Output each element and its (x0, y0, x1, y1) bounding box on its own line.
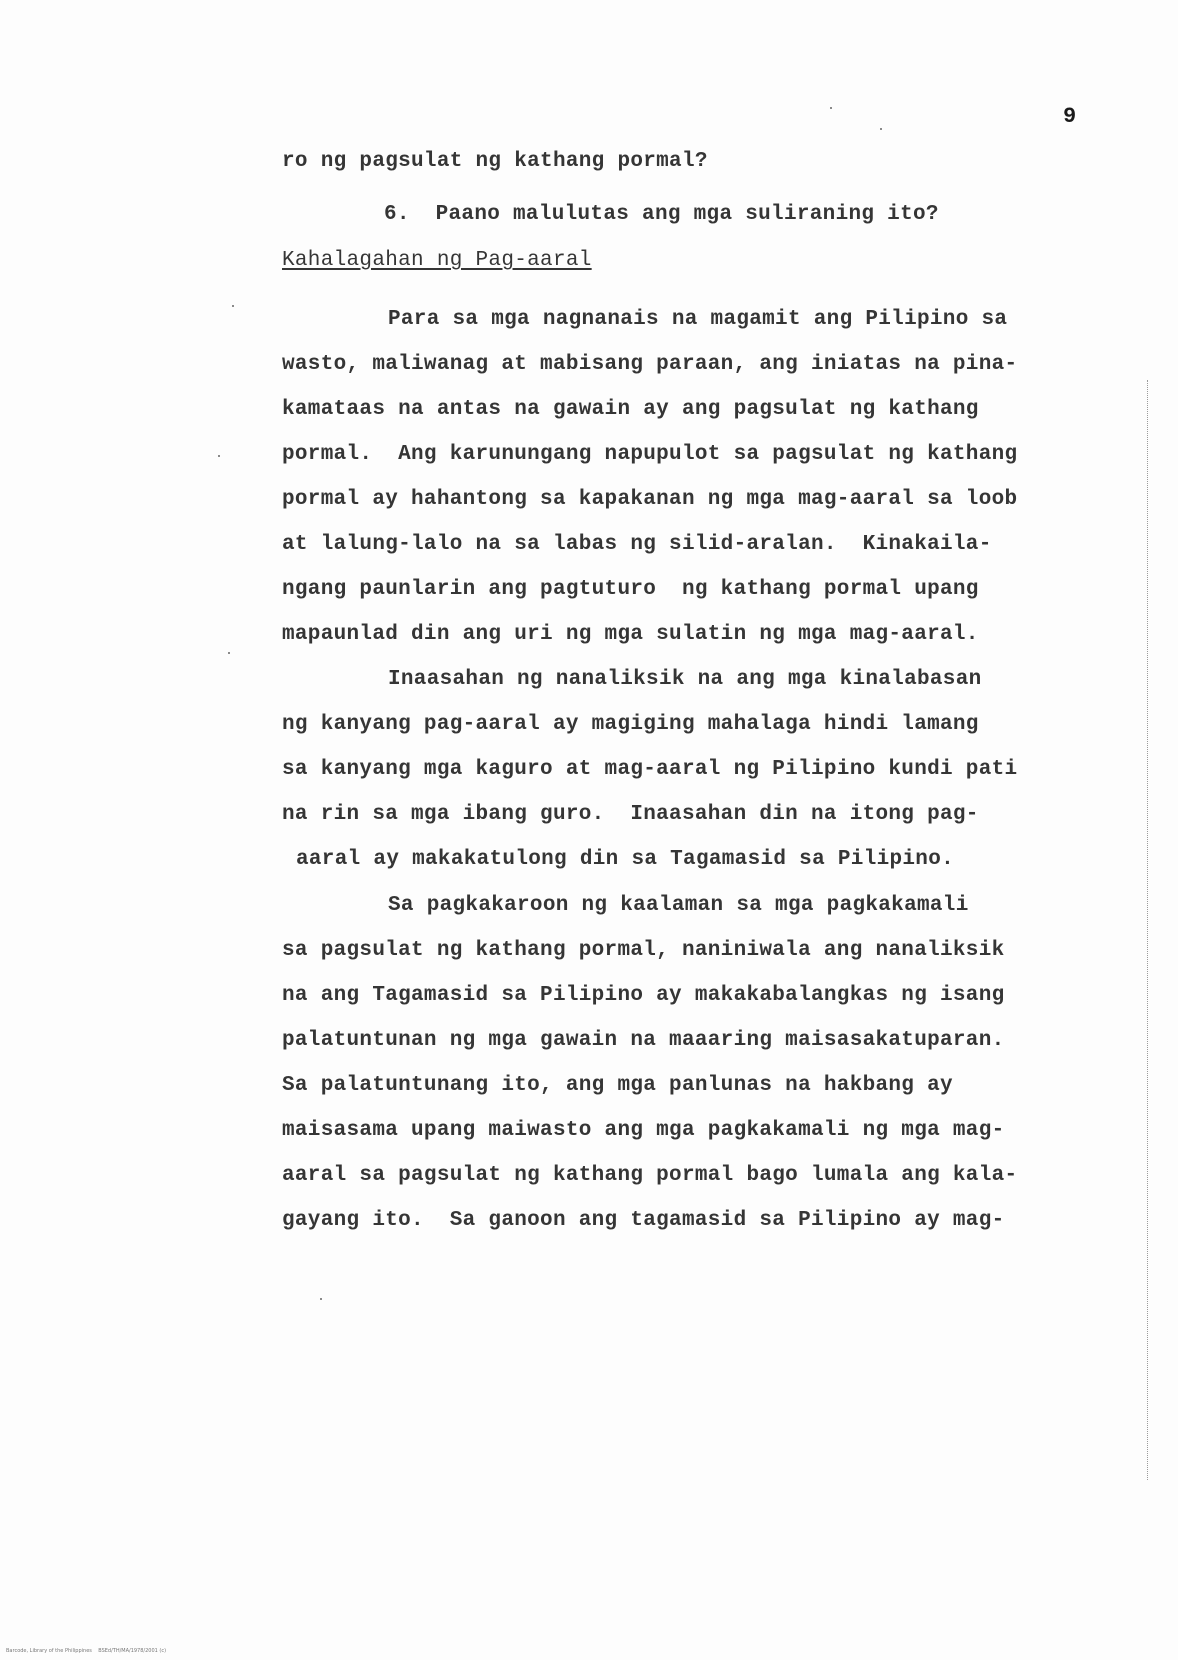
text-line-17: sa pagsulat ng kathang pormal, naniniwala ang nanaliksik (282, 939, 1005, 962)
text-line-5: kamataas na antas na gawain ay ang pagsulat ng kathang (282, 398, 979, 421)
text-line-12: ng kanyang pag-aaral ay magiging mahalaga hindi lamang (282, 713, 979, 736)
text-line-16: Sa pagkakaroon ng kaalaman sa mga pagkakamali (388, 894, 969, 917)
text-line-14: na rin sa mga ibang guro. Inaasahan din na itong pag- (282, 803, 979, 826)
scan-speck (880, 128, 882, 130)
text-line-11: Inaasahan ng nanaliksik na ang mga kinalabasan (388, 668, 982, 691)
text-line-10: mapaunlad din ang uri ng mga sulatin ng mga mag-aaral. (282, 623, 979, 646)
text-line-9: ngang paunlarin ang pagtuturo ng kathang pormal upang (282, 578, 979, 601)
section-heading: Kahalagahan ng Pag-aaral (282, 249, 592, 272)
scan-speck (218, 455, 220, 457)
text-line-20: Sa palatuntunang ito, ang mga panlunas na hakbang ay (282, 1074, 953, 1097)
page-number: 9 (1063, 104, 1077, 129)
text-line-6: pormal. Ang karunungang napupulot sa pagsulat ng kathang (282, 443, 1018, 466)
text-line-18: na ang Tagamasid sa Pilipino ay makakabalangkas ng isang (282, 984, 1005, 1007)
scan-speck (228, 652, 230, 654)
text-line-4: wasto, maliwanag at mabisang paraan, ang iniatas na pina- (282, 353, 1018, 376)
text-line-7: pormal ay hahantong sa kapakanan ng mga mag-aaral sa loob (282, 488, 1018, 511)
text-line-8: at lalung-lalo na sa labas ng silid-aralan. Kinakaila- (282, 533, 992, 556)
scan-edge-marks (1147, 380, 1148, 1480)
text-line-21: maisasama upang maiwasto ang mga pagkakamali ng mga mag- (282, 1119, 1005, 1142)
scan-speck (320, 1298, 322, 1300)
scan-speck (232, 305, 234, 307)
text-line-3: Para sa mga nagnanais na magamit ang Pilipino sa (388, 308, 1008, 331)
text-line-23: gayang ito. Sa ganoon ang tagamasid sa Pilipino ay mag- (282, 1209, 1005, 1232)
scan-speck (830, 107, 832, 109)
text-line-13: sa kanyang mga kaguro at mag-aaral ng Pilipino kundi pati (282, 758, 1018, 781)
text-line-15: aaral ay makakatulong din sa Tagamasid sa Pilipino. (296, 848, 955, 871)
text-line-22: aaral sa pagsulat ng kathang pormal bago lumala ang kala- (282, 1164, 1018, 1187)
text-line-2: 6. Paano malulutas ang mga suliraning ito? (384, 203, 939, 226)
scan-footer: Barcode, Library of the Philippines BSEd/TH/MA/1978/2001 (c) (6, 1648, 167, 1654)
text-line-19: palatuntunan ng mga gawain na maaaring maisasakatuparan. (282, 1029, 1005, 1052)
text-line-1: ro ng pagsulat ng kathang pormal? (282, 150, 708, 173)
